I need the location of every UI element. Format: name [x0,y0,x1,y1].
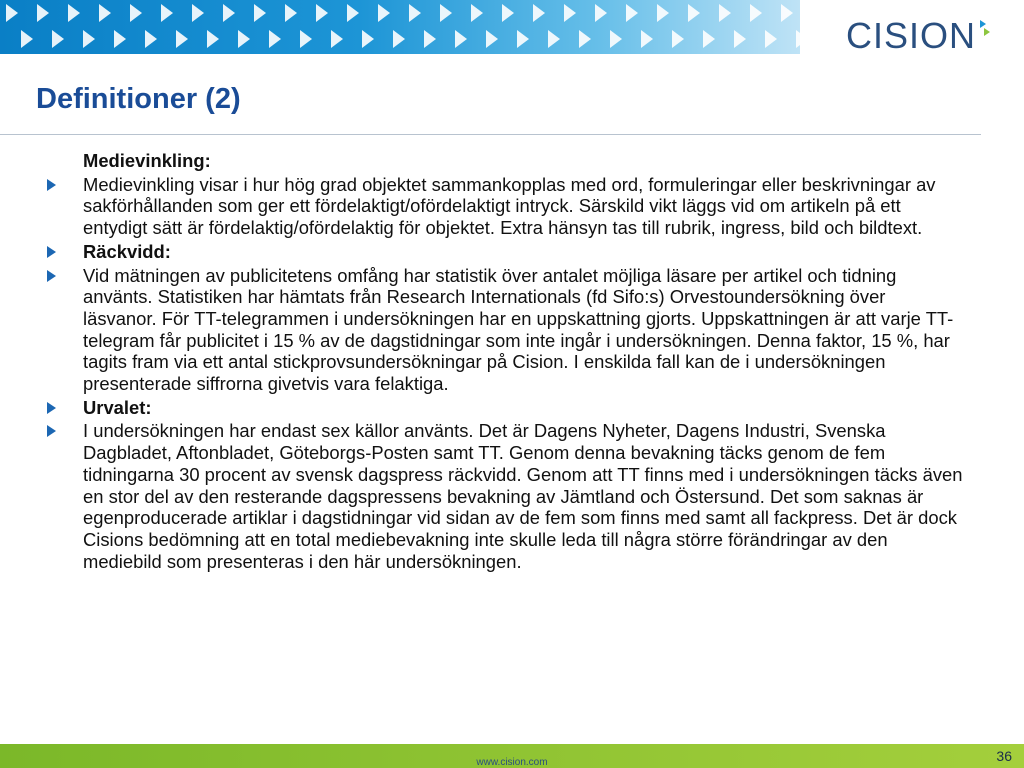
chevron-shape [548,30,560,48]
chevron-shape [161,4,173,22]
chevron-shape [502,4,514,22]
chevron-shape [440,4,452,22]
chevron-shape [254,4,266,22]
paragraph-text: Urvalet: [83,396,152,418]
chevron-shape [641,30,653,48]
chevron-shape [269,30,281,48]
chevron-shape [734,30,746,48]
chevron-shape [300,30,312,48]
chevron-shape [37,4,49,22]
chevron-shape [719,4,731,22]
chevron-shape [672,30,684,48]
chevron-shape [595,4,607,22]
bullet-triangle-icon [47,246,56,258]
chevron-shape [21,30,33,48]
chevron-shape [6,4,18,22]
bullet-triangle-icon [47,402,56,414]
chevron-shape [331,30,343,48]
chevron-shape [424,30,436,48]
chevron-shape [130,4,142,22]
chevron-shape [192,4,204,22]
chevron-shape [781,4,793,22]
chevron-shape [517,30,529,48]
cision-logo [846,14,994,54]
chevron-shape [114,30,126,48]
bullet-triangle-icon [47,179,56,191]
body-paragraph [0,174,963,239]
footer-url[interactable]: www.cision.com [476,757,548,768]
chevron-shape [703,30,715,48]
chevron-shape [223,4,235,22]
chevron-shape [207,30,219,48]
paragraph-text: Räckvidd: [83,240,171,262]
chevron-shape [765,30,777,48]
chevron-shape [657,4,669,22]
chevron-shape [393,30,405,48]
body-paragraph [0,265,963,395]
page-title: Definitioner (2) [36,83,241,115]
bullet-triangle-icon [47,425,56,437]
chevron-shape [564,4,576,22]
paragraph-text: Medievinkling visar i hur hög grad objektet sammankopplas med ord, formuleringar eller beskrivningar av sakförhållanden som ger ett fördelaktigt/ofördelaktigt intryck. Särskild vikt läggs vid om artikeln på ett entydigt sätt är fördelaktig/ofördelaktig för objektet. Extra hänsyn tas till rubrik, ingress, bild och bildtext. [83,173,936,239]
chevron-shape [347,4,359,22]
paragraph-text: I undersökningen har endast sex källor använts. Det är Dagens Nyheter, Dagens Industri, Svenska Dagbladet, Aftonbladet, Göteborgs-Posten samt TT. Genom denna bevakning täcks genom de fem tidningarna 30 procent av svensk dagspress räckvidd. Genom att TT finns med i undersökningen täcks även en stor del av den resterande dagspressens bevakning av Jämtland och Östersund. Det som saknas är egenproducerade artiklar i dagstidningar vid sidan av de fem som finns med samt all fackpress. Det är dock Cisions bedömning att en total mediebevakning inte skulle leda till några större förändringar av den mediebild som presenteras i den här undersökningen. [83,420,963,572]
logo-chevron-icon [978,20,994,38]
chevron-shape [68,4,80,22]
page-number: 36 [996,748,1012,764]
chevron-shape [610,30,622,48]
chevron-shape [688,4,700,22]
logo-text: CISION [846,15,977,56]
chevron-shape [378,4,390,22]
section-heading [0,397,963,419]
slide-content [0,150,1000,574]
chevron-shape [52,30,64,48]
chevron-shape [626,4,638,22]
title-divider [0,134,981,135]
paragraph-text: Medievinkling: [83,150,211,171]
section-heading [0,150,963,172]
chevron-shape [579,30,591,48]
chevron-shape [145,30,157,48]
chevron-shape [455,30,467,48]
chevron-shape [409,4,421,22]
paragraph-text: Vid mätningen av publicitetens omfång har statistik över antalet möjliga läsare per artikel och tidning använts. Statistiken har hämtats från Research Internationals (fd Sifo:s) Orvestoundersökning över läsvanor. För TT-telegrammen i undersökningen har en uppskattning gjorts. Uppskattningen är att varje TT-telegram får publicitet i 15 % av de dagstidningar som inte ingår i undersökningen. Denna faktor, 15 %, har tagits fram via ett antal stickprovsundersökningar på Cision. I enskilda fall kan de i undersökningen presenterade siffrorna givetvis vara felaktiga. [83,264,954,395]
chevron-shape [750,4,762,22]
chevron-shape [99,4,111,22]
body-paragraph [0,420,963,572]
chevron-shape [238,30,250,48]
header-banner [0,0,800,54]
chevron-pattern [0,0,800,54]
chevron-shape [83,30,95,48]
bullet-triangle-icon [47,270,56,282]
chevron-shape [471,4,483,22]
section-heading [0,241,963,263]
chevron-shape [285,4,297,22]
chevron-shape [362,30,374,48]
chevron-shape [486,30,498,48]
chevron-shape [176,30,188,48]
chevron-shape [316,4,328,22]
chevron-shape [796,30,800,48]
chevron-shape [533,4,545,22]
